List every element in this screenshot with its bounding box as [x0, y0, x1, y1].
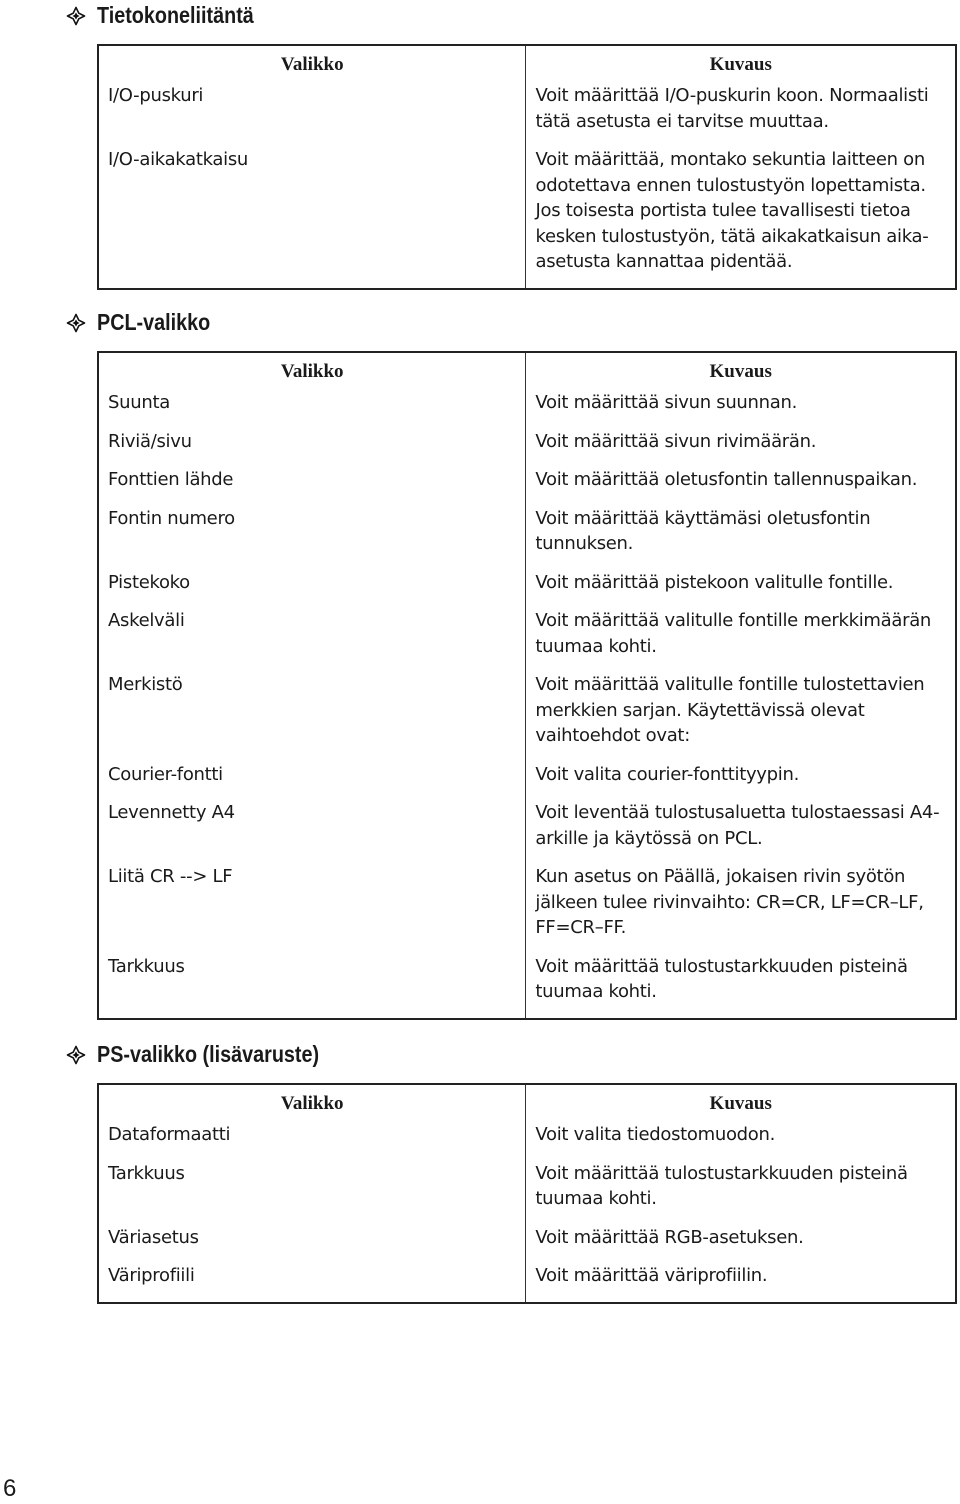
diamond-bullet-icon: [66, 1045, 86, 1065]
section-title-text: Tietokoneliitäntä: [97, 2, 254, 28]
menu-description: Voit määrittää tulostustarkkuuden pisteinä tuumaa kohti.: [535, 955, 908, 1002]
menu-description: Voit valita courier-fonttityypin.: [535, 763, 800, 785]
section-title-text: PCL-valikko: [97, 309, 211, 335]
table-row: [98, 390, 956, 429]
menu-description: Voit määrittää valitulle fontille merkkimäärän tuumaa kohti.: [535, 610, 932, 657]
table-row: [98, 467, 956, 506]
table-row: [98, 954, 956, 1019]
menu-item: Merkistö: [98, 672, 526, 762]
table-header-row: [98, 352, 956, 390]
diamond-bullet-icon: [66, 6, 86, 26]
table-row: [98, 570, 956, 609]
menu-description: Voit valita tiedostomuodon.: [535, 1124, 776, 1145]
menu-item: Riviä/sivu: [98, 429, 526, 468]
table-row: [98, 83, 956, 147]
table-header-row: [98, 45, 956, 83]
table-row: [98, 506, 956, 570]
menu-item: Fontin numero: [98, 506, 526, 570]
menu-description: Kun asetus on Päällä, jokaisen rivin syötön jälkeen tulee rivinvaihto: CR=CR, LF=CR–LF, FF=CR–FF.: [535, 866, 924, 938]
section-title-text: PS-valikko (lisävaruste): [97, 1041, 320, 1067]
menu-description: Voit määrittää väriprofiilin.: [535, 1265, 768, 1286]
menu-description: Voit leventää tulostusaluetta tulostaessasi A4-arkille ja käytössä on PCL.: [535, 802, 940, 849]
header-menu: Valikko: [98, 352, 526, 390]
table-row: [98, 672, 956, 762]
header-description: Kuvaus: [709, 360, 772, 382]
header-description: Kuvaus: [709, 1092, 772, 1114]
menu-description: Voit määrittää pistekoon valitulle fontille.: [535, 571, 894, 593]
section-title-pcl-menu: [66, 309, 229, 336]
header-description: Kuvaus: [709, 53, 772, 75]
menu-description: Voit määrittää tulostustarkkuuden pisteinä tuumaa kohti.: [535, 1162, 908, 1209]
menu-description: Voit määrittää valitulle fontille tulostettavien merkkien sarjan. Käytettävissä olevat vaihtoehdot ovat:: [535, 674, 925, 746]
diamond-bullet-icon: [66, 313, 86, 333]
menu-item: Väriprofiili: [98, 1263, 526, 1303]
header-menu: Valikko: [98, 1084, 526, 1122]
menu-item: Fonttien lähde: [98, 467, 526, 506]
menu-description: Voit määrittää sivun rivimäärän.: [535, 430, 817, 452]
menu-item: I/O-puskuri: [98, 83, 526, 147]
section-title-ps-menu: [66, 1041, 355, 1068]
menu-item: Pistekoko: [98, 570, 526, 609]
computer-interface-table: [97, 44, 957, 290]
table-row: [98, 800, 956, 864]
menu-item: Suunta: [98, 390, 526, 429]
menu-description: Voit määrittää, montako sekuntia laitteen on odotettava ennen tulostustyön lopettamista. Jos toisesta portista tulee tavallisesti tietoa kesken tulostustyön, tätä aikakatkaisun aika-asetusta kannattaa pidentää.: [535, 149, 929, 272]
menu-item: Levennetty A4: [98, 800, 526, 864]
menu-item: Liitä CR --> LF: [98, 864, 526, 954]
menu-description: Voit määrittää I/O-puskurin koon. Normaalisti tätä asetusta ei tarvitse muuttaa.: [535, 85, 929, 132]
menu-item: Tarkkuus: [98, 1161, 526, 1225]
menu-item: Tarkkuus: [98, 954, 526, 1019]
table-row: [98, 147, 956, 289]
section-title-computer-interface: [66, 2, 279, 29]
menu-item: I/O-aikakatkaisu: [98, 147, 526, 289]
pcl-menu-table: [97, 351, 957, 1020]
page-number: 6: [3, 1475, 17, 1502]
table-row: [98, 608, 956, 672]
table-row: [98, 1225, 956, 1264]
table-row: [98, 429, 956, 468]
header-menu: Valikko: [98, 45, 526, 83]
menu-item: Courier-fontti: [98, 762, 526, 801]
menu-item: Askelväli: [98, 608, 526, 672]
table-header-row: [98, 1084, 956, 1122]
ps-menu-table: [97, 1083, 957, 1304]
menu-description: Voit määrittää käyttämäsi oletusfontin tunnuksen.: [535, 507, 871, 554]
menu-description: Voit määrittää oletusfontin tallennuspaikan.: [535, 469, 918, 490]
table-row: [98, 1122, 956, 1161]
table-row: [98, 762, 956, 801]
menu-description: Voit määrittää RGB-asetuksen.: [535, 1226, 804, 1248]
table-row: [98, 864, 956, 954]
menu-description: Voit määrittää sivun suunnan.: [535, 392, 798, 413]
menu-item: Väriasetus: [98, 1225, 526, 1264]
menu-item: Dataformaatti: [98, 1122, 526, 1161]
table-row: [98, 1161, 956, 1225]
table-row: [98, 1263, 956, 1303]
